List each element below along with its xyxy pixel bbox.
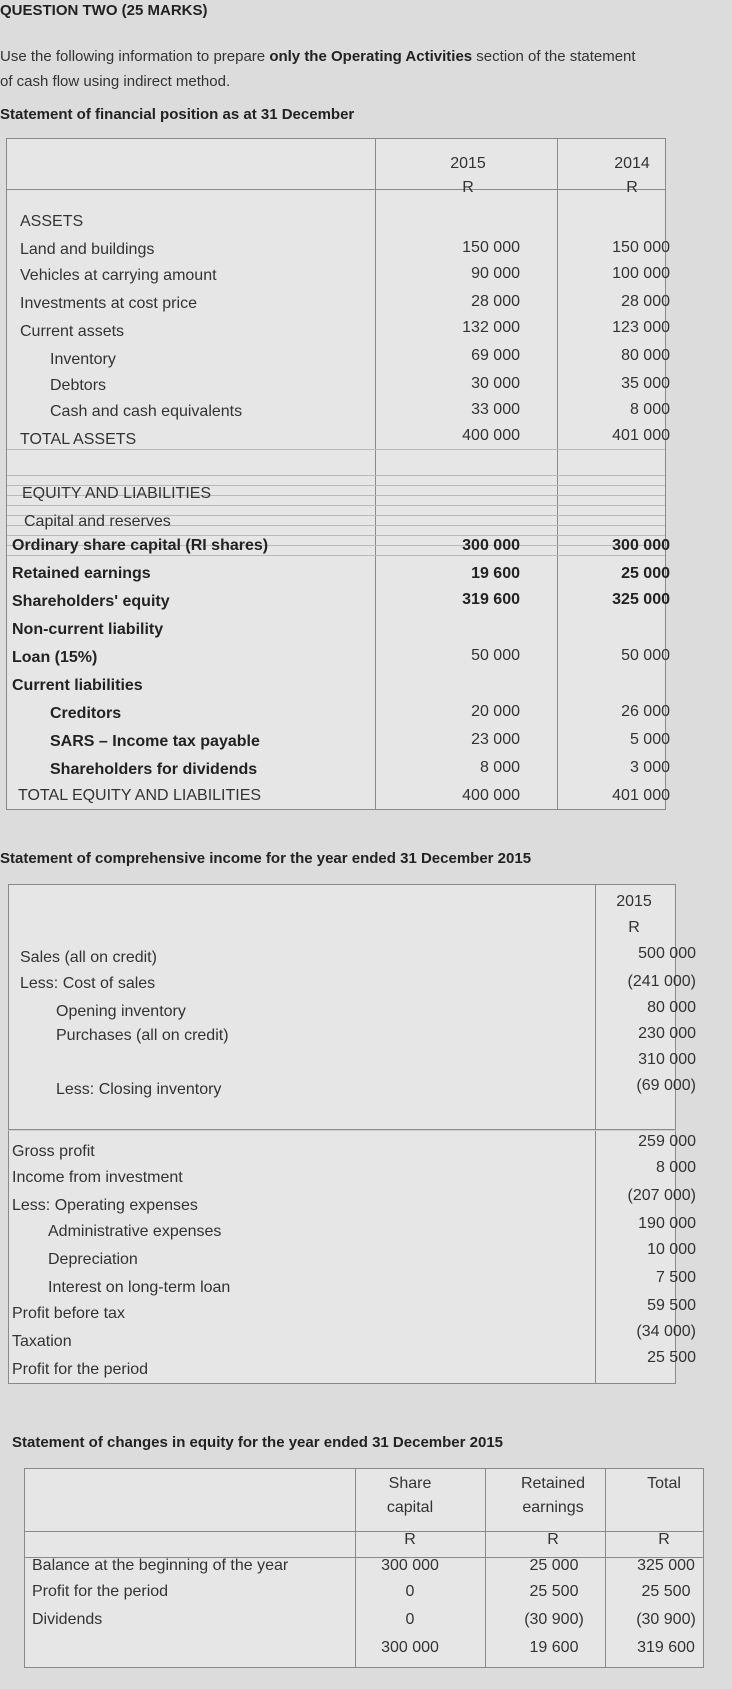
soce-retained: 25 000 — [529, 1557, 579, 1574]
sci-row-label: Administrative expenses — [48, 1223, 222, 1240]
sfp-value-2015: 69 000 — [471, 347, 520, 364]
sfp-value-2014: 50 000 — [621, 647, 670, 664]
sfp-value-2014: 8 000 — [629, 401, 670, 418]
sfp-value-2015: 8 000 — [479, 759, 520, 776]
soce-total: 325 000 — [637, 1557, 695, 1574]
sfp-year-2015: 2015 — [450, 155, 486, 172]
soce-heading: Statement of changes in equity for the year ended 31 December 2015 — [12, 1434, 504, 1451]
sfp-currency-2014: R — [626, 179, 638, 196]
sfp-value-2015: 132 000 — [462, 319, 520, 336]
sfp-row-label: Cash and cash equivalents — [50, 403, 243, 420]
sfp-row-label: Land and buildings — [20, 241, 155, 258]
soce-col-share-2: capital — [386, 1499, 434, 1516]
soce-share: 0 — [405, 1583, 415, 1600]
sfp-value-2015: 319 600 — [462, 591, 520, 608]
sfp-row-label: Investments at cost price — [20, 295, 197, 312]
soce-row-label: Dividends — [32, 1611, 103, 1628]
soce-retained: 25 500 — [529, 1583, 579, 1600]
sfp-row-label: TOTAL ASSETS — [20, 431, 137, 448]
sfp-value-2015: 400 000 — [462, 787, 520, 804]
sci-currency: R — [628, 919, 640, 936]
sfp-value-2014: 401 000 — [612, 427, 670, 444]
sfp-heading: Statement of financial position as at 31 December — [0, 106, 355, 123]
sfp-value-2015: 150 000 — [462, 239, 520, 256]
sci-row-value: 10 000 — [647, 1241, 696, 1258]
sfp-row-label: Shareholders' equity — [12, 593, 170, 610]
sci-row-value: 8 000 — [655, 1159, 696, 1176]
sfp-value-2015: 28 000 — [471, 293, 520, 310]
sfp-value-2014: 25 000 — [621, 565, 670, 582]
sfp-value-2015: 33 000 — [471, 401, 520, 418]
sci-row-value: 190 000 — [638, 1215, 696, 1232]
sfp-row-label: SARS – Income tax payable — [50, 733, 260, 750]
sci-row-label: Less: Cost of sales — [20, 975, 156, 992]
sfp-value-2015: 400 000 — [462, 427, 520, 444]
soce-share: 300 000 — [381, 1557, 439, 1574]
sfp-row-label: Vehicles at carrying amount — [20, 267, 217, 284]
sci-row-value: 25 500 — [647, 1349, 696, 1366]
sfp-row-label: Loan (15%) — [12, 649, 98, 666]
soce-currency: R — [547, 1531, 559, 1548]
sfp-value-2015: 30 000 — [471, 375, 520, 392]
sci-row-label: Purchases (all on credit) — [56, 1027, 229, 1044]
soce-col-retained-2: earnings — [522, 1499, 584, 1516]
soce-retained: (30 900) — [524, 1611, 584, 1628]
sci-row-label: Sales (all on credit) — [20, 949, 157, 966]
sci-row-label: Depreciation — [48, 1251, 138, 1268]
intro-emphasis: only the Operating Activities — [269, 48, 473, 65]
soce-share: 0 — [405, 1611, 415, 1628]
sci-row-value: 500 000 — [638, 945, 696, 962]
sfp-value-2014: 26 000 — [621, 703, 670, 720]
sci-row-label: Less: Operating expenses — [12, 1197, 198, 1214]
intro-pre: Use the following information to prepare — [0, 48, 270, 65]
sfp-value-2014: 123 000 — [612, 319, 670, 336]
sfp-value-2015: 20 000 — [471, 703, 520, 720]
sci-row-value: (69 000) — [636, 1077, 696, 1094]
sci-row-label: Taxation — [12, 1333, 72, 1350]
soce-total: (30 900) — [636, 1611, 696, 1628]
soce-total: 25 500 — [641, 1583, 691, 1600]
sfp-value-2015: 300 000 — [462, 537, 520, 554]
sfp-value-2015: 50 000 — [471, 647, 520, 664]
sci-row-label: Gross profit — [12, 1143, 95, 1160]
sfp-row-label: ASSETS — [20, 213, 84, 230]
sfp-value-2015: 23 000 — [471, 731, 520, 748]
sfp-row-label: EQUITY AND LIABILITIES — [22, 485, 212, 502]
sfp-value-2014: 100 000 — [612, 265, 670, 282]
sfp-row-label: Non-current liability — [12, 621, 164, 638]
sci-row-label: Opening inventory — [56, 1003, 186, 1020]
sfp-row-label: Current liabilities — [12, 677, 143, 694]
sfp-value-2015: 19 600 — [471, 565, 520, 582]
sfp-row-label: TOTAL EQUITY AND LIABILITIES — [18, 787, 262, 804]
sci-year: 2015 — [616, 893, 652, 910]
sci-row-value: 230 000 — [638, 1025, 696, 1042]
question-title: QUESTION TWO (25 MARKS) — [0, 2, 208, 19]
sfp-value-2014: 401 000 — [612, 787, 670, 804]
soce-share: 300 000 — [381, 1639, 439, 1656]
sfp-row-label: Retained earnings — [12, 565, 151, 582]
sci-row-value: (34 000) — [636, 1323, 696, 1340]
sci-row-label: Interest on long-term loan — [48, 1279, 231, 1296]
soce-col-total-1: Total — [647, 1475, 681, 1492]
sfp-value-2014: 150 000 — [612, 239, 670, 256]
soce-currency: R — [404, 1531, 416, 1548]
soce-col-share-1: Share — [388, 1475, 432, 1492]
sci-row-label: Profit before tax — [12, 1305, 125, 1322]
sci-row-value: 7 500 — [655, 1269, 696, 1286]
sfp-row-label: Shareholders for dividends — [50, 761, 258, 778]
sfp-value-2014: 80 000 — [621, 347, 670, 364]
sfp-row-label: Debtors — [50, 377, 107, 394]
sci-row-label: Profit for the period — [12, 1361, 149, 1378]
sci-row-label: Income from investment — [12, 1169, 183, 1186]
sfp-value-2014: 300 000 — [612, 537, 670, 554]
sci-row-value: (241 000) — [627, 973, 696, 990]
soce-col-retained-1: Retained — [520, 1475, 586, 1492]
sci-row-value: 80 000 — [647, 999, 696, 1016]
sfp-currency-2015: R — [462, 179, 474, 196]
sfp-row-label: Inventory — [50, 351, 116, 368]
question-intro — [0, 44, 640, 94]
sfp-value-2014: 35 000 — [621, 375, 670, 392]
sfp-row-label: Ordinary share capital (RI shares) — [12, 537, 269, 554]
soce-currency: R — [658, 1531, 670, 1548]
sfp-year-2014: 2014 — [614, 155, 650, 172]
sfp-value-2015: 90 000 — [471, 265, 520, 282]
sfp-value-2014: 325 000 — [612, 591, 670, 608]
soce-total: 319 600 — [637, 1639, 695, 1656]
intro-post: section of the statement of cash flow using indirect method. — [0, 48, 636, 90]
sfp-value-2014: 5 000 — [629, 731, 670, 748]
sfp-row-label: Creditors — [50, 705, 122, 722]
soce-row-label: Profit for the period — [32, 1583, 169, 1600]
soce-retained: 19 600 — [529, 1639, 579, 1656]
soce-row-label: Balance at the beginning of the year — [32, 1557, 289, 1574]
sfp-row-label: Current assets — [20, 323, 125, 340]
sfp-value-2014: 28 000 — [621, 293, 670, 310]
sci-row-value: 59 500 — [647, 1297, 696, 1314]
sci-row-value: (207 000) — [627, 1187, 696, 1204]
sfp-value-2014: 3 000 — [629, 759, 670, 776]
sci-row-value: 259 000 — [638, 1133, 696, 1150]
sci-heading: Statement of comprehensive income for the year ended 31 December 2015 — [0, 850, 532, 867]
sci-row-label: Less: Closing inventory — [56, 1081, 222, 1098]
sci-row-value: 310 000 — [638, 1051, 696, 1068]
sfp-row-label: Capital and reserves — [24, 513, 171, 530]
